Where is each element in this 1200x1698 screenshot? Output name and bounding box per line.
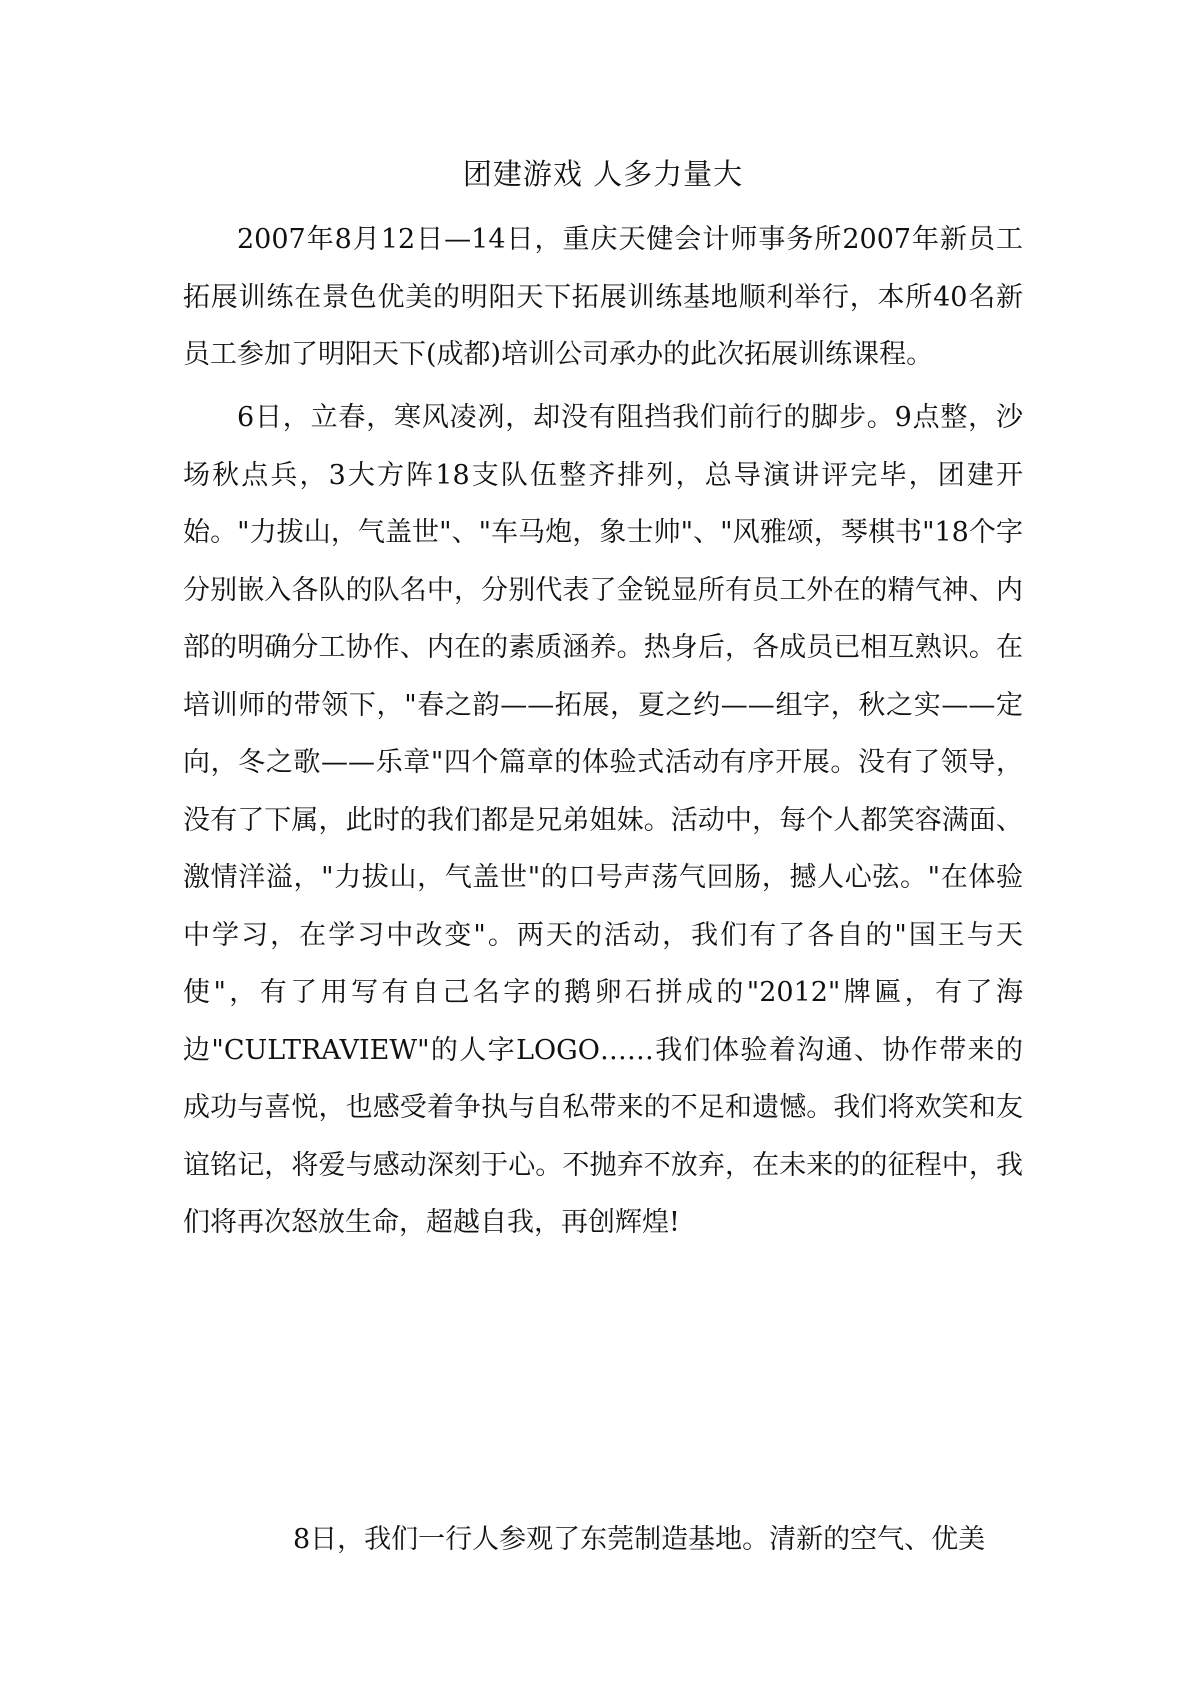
document-title: 团建游戏 人多力量大 xyxy=(462,157,744,191)
paragraph-1: 2007年8月12日—14日，重庆天健会计师事务所2007年新员工拓展训练在景色优美的明阳天下拓展训练基地顺利举行，本所40名新员工参加了明阳天下(成都)培训公司承办的此次拓展训练课程。 xyxy=(183,224,1023,370)
paragraph-3: 8日，我们一行人参观了东莞制造基地。清新的空气、优美 xyxy=(293,1524,986,1555)
paragraph-2: 6日，立春，寒风凌冽，却没有阻挡我们前行的脚步。9点整，沙场秋点兵，3大方阵18支队伍整齐排列，总导演讲评完毕，团建开始。"力拔山，气盖世"、"车马炮，象士帅"、"风雅颂，琴棋书"18个字分别嵌入各队的队名中，分别代表了金锐显所有员工外在的精气神、内部的明确分工协作、内在的素质涵养。热身后，各成员已相互熟识。在培训师的带领下，"春之韵——拓展，夏之约——组字，秋之实——定向，冬之歌——乐章"四个篇章的体验式活动有序开展。没有了领导，没有了下属，此时的我们都是兄弟姐妹。活动中，每个人都笑容满面、激情洋溢，"力拔山，气盖世"的口号声荡气回肠，撼人心弦。"在体验中学习，在学习中改变"。两天的活动，我们有了各自的"国王与天使"，有了用写有自己名字的鹅卵石拼成的"2012"牌匾，有了海边"CULTRAVIEW"的人字LOGO……我们体验着沟通、协作带来的成功与喜悦，也感受着争执与自私带来的不足和遗憾。我们将欢笑和友谊铭记，将爱与感动深刻于心。不抛弃不放弃，在未来的的征程中，我们将再次怒放生命，超越自我，再创辉煌! xyxy=(183,402,1023,1238)
